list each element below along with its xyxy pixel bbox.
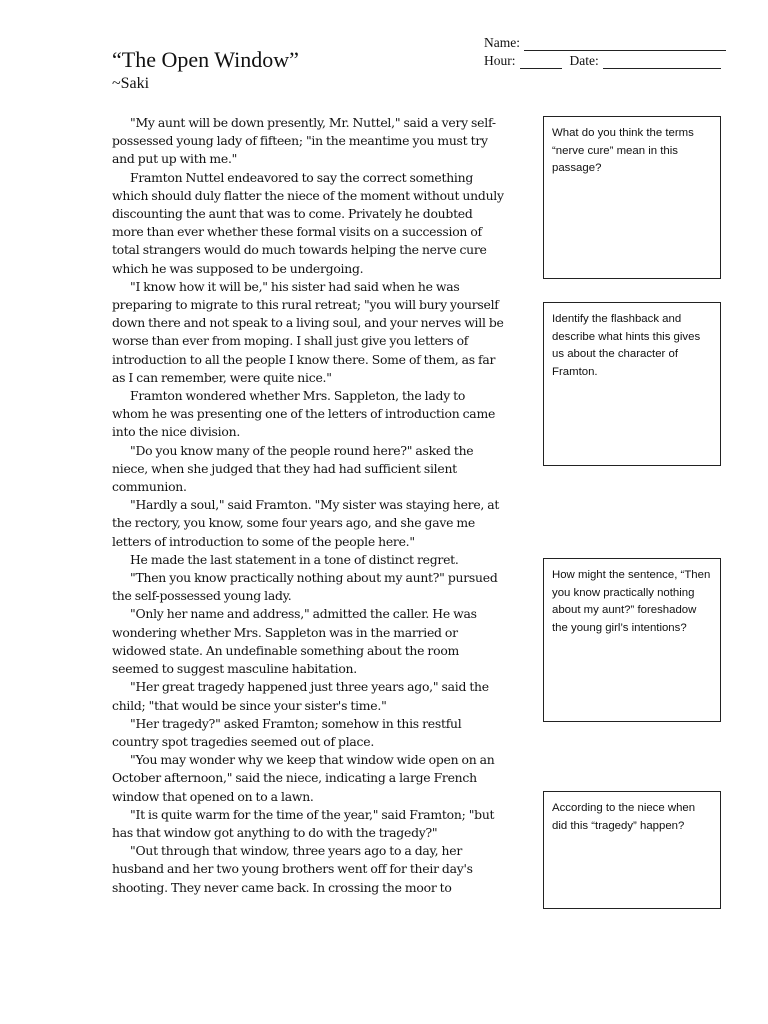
story-paragraph: "It is quite warm for the time of the year," said Framton; "but has that window got anything to do with the tragedy?"	[112, 806, 495, 840]
story-paragraph: Framton wondered whether Mrs. Sappleton, the lady to whom he was presenting one of the letters of introduction came into the nice division.	[112, 388, 496, 440]
hour-label: Hour:	[484, 53, 516, 68]
question-text-2: Identify the flashback and describe what hints this gives us about the character of Framton.	[552, 313, 701, 378]
story-paragraph: Framton Nuttel endeavored to say the correct something which should duly flatter the niece of the moment without unduly discounting the aunt that was to come. Privately he doubted more than ever whether these formal visits on a succession of total strangers would do much towards helping the nerve cure which he was supposed to be undergoing.	[112, 169, 504, 276]
name-label: Name:	[484, 35, 520, 50]
question-box-1[interactable]	[543, 116, 721, 279]
name-row	[484, 33, 734, 51]
story-paragraph: "You may wonder why we keep that window wide open on an October afternoon," said the niece, indicating a large French window that opened on to a lawn.	[112, 752, 495, 804]
student-info-fields	[484, 33, 734, 69]
document-title: “The Open Window”	[112, 47, 299, 72]
date-label: Date:	[569, 53, 599, 68]
question-box-2[interactable]	[543, 302, 721, 466]
question-box-3[interactable]	[543, 558, 721, 722]
story-paragraph: "My aunt will be down presently, Mr. Nuttel," said a very self-possessed young lady of fifteen; "in the meantime you must try and put up with me."	[112, 115, 496, 167]
name-blank[interactable]	[524, 38, 726, 51]
story-paragraph: "Do you know many of the people round here?" asked the niece, when she judged that they had had sufficient silent communion.	[112, 442, 474, 495]
story-paragraph: "Then you know practically nothing about my aunt?" pursued the self-possessed young lady.	[112, 570, 498, 604]
story-paragraph: "I know how it will be," his sister had said when he was preparing to migrate to this rural retreat; "you will bury yourself down there and not speak to a living soul, and your nerves will be worse than ever from moping. I shall just give you letters of introduction to all the people I know there. Some of them, as far as I can remember, were quite nice."	[112, 278, 504, 385]
story-paragraph: "Her great tragedy happened just three years ago," said the child; "that would be since your sister's time."	[112, 679, 489, 713]
hour-date-row	[484, 51, 734, 69]
story-text	[112, 114, 504, 897]
hour-blank[interactable]	[520, 56, 562, 69]
story-paragraph: "Hardly a soul," said Framton. "My sister was staying here, at the rectory, you know, some four years ago, and she gave me letters of introduction to some of the people here."	[112, 497, 500, 549]
question-box-4[interactable]	[543, 791, 721, 909]
question-text-3: How might the sentence, “Then you know practically nothing about my aunt?” foreshadow the young girl’s intentions?	[552, 569, 711, 634]
question-text-4: According to the niece when did this “tragedy” happen?	[552, 802, 696, 832]
date-blank[interactable]	[603, 56, 721, 69]
story-paragraph: "Her tragedy?" asked Framton; somehow in this restful country spot tragedies seemed out of place.	[112, 715, 462, 749]
story-paragraph: "Out through that window, three years ago to a day, her husband and her two young brothers went off for their day's shooting. They never came back. In crossing the moor to	[112, 843, 473, 895]
author-line: ~Saki	[112, 75, 150, 92]
story-paragraph: He made the last statement in a tone of distinct regret.	[130, 551, 459, 567]
question-text-1: What do you think the terms “nerve cure” mean in this passage?	[552, 127, 694, 174]
story-paragraph: "Only her name and address," admitted the caller. He was wondering whether Mrs. Sappleton was in the married or widowed state. An undefinable something about the room seemed to suggest masculine habitation.	[112, 606, 477, 677]
